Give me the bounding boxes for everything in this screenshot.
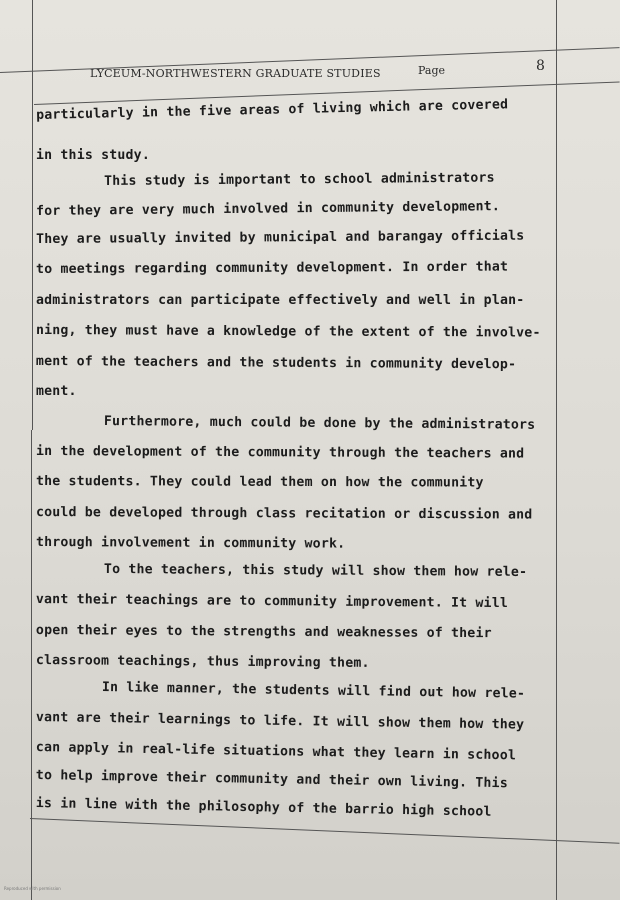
body-line: particularly in the five areas of living which are covered — [36, 97, 509, 123]
body-line: open their eyes to the strengths and weaknesses of their — [35, 623, 492, 642]
body-line: is in line with the philosophy of the barrio high school — [35, 796, 492, 820]
body-line: could be developed through class recitation or discussion and — [35, 505, 533, 523]
left-margin-line-lower — [31, 430, 32, 900]
left-margin-line — [32, 0, 33, 430]
body-line: In like manner, the students will find out how rele- — [101, 680, 526, 702]
body-line: in this study. — [36, 148, 150, 163]
body-line: in the development of the community through the teachers and — [35, 444, 525, 462]
page-number: 8 — [536, 58, 545, 74]
body-line: ment of the teachers and the students in community develop- — [35, 354, 517, 373]
body-line: ment. — [36, 384, 77, 399]
header-title: LYCEUM-NORTHWESTERN GRADUATE STUDIES — [90, 67, 381, 80]
body-line: to meetings regarding community development. In order that — [36, 259, 509, 277]
body-line: through involvement in community work. — [35, 535, 346, 552]
body-line: Furthermore, much could be done by the administrators — [103, 414, 536, 433]
body-line: the students. They could lead them on how the community — [35, 474, 484, 491]
body-line: This study is important to school administrators — [104, 170, 495, 189]
body-line: administrators can participate effectively and well in plan- — [36, 293, 525, 308]
body-line: to help improve their community and their own living. This — [35, 768, 509, 792]
body-line: for they are very much involved in community development. — [36, 199, 501, 219]
right-margin-line — [556, 0, 557, 900]
body-line: vant are their learnings to life. It will show them how they — [35, 710, 525, 733]
body-line: can apply in real-life situations what they learn in school — [35, 740, 517, 764]
body-line: ning, they must have a knowledge of the extent of the involve- — [35, 323, 541, 341]
body-line: classroom teachings, thus improving them. — [35, 653, 370, 671]
bottom-border-line — [30, 818, 620, 844]
page-label: Page — [418, 64, 446, 77]
body-line: They are usually invited by municipal and barangay officials — [36, 228, 525, 247]
body-line: vant their teachings are to community improvement. It will — [35, 592, 509, 612]
footer-fineprint: Reproduced with permission — [4, 886, 61, 891]
body-line: To the teachers, this study will show them how rele- — [103, 562, 528, 580]
